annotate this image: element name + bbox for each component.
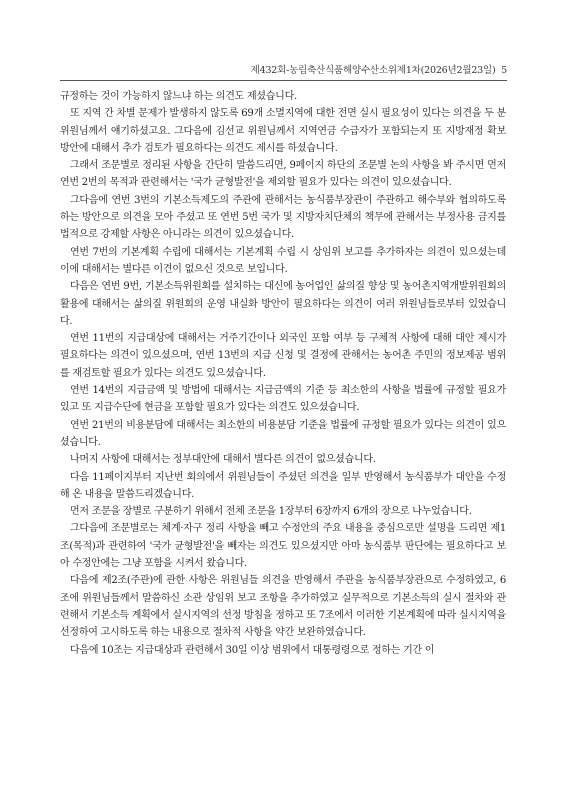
session-title: 제432회-농림축산식품해양수산소위제1차(2026년2월23일) xyxy=(250,65,496,76)
paragraph: 연번 14번의 지급금액 및 방법에 대해서는 지급금액의 기준 등 최소한의 사항을 법률에 규정할 필요가 있고 또 지급수단에 현금을 포함할 필요가 있다는 의견도 있으셨습니다. xyxy=(60,385,506,414)
paragraph: 규정하는 것이 가능하지 않느냐 하는 의견도 제셨습니다. xyxy=(60,91,297,102)
header-divider xyxy=(60,80,507,81)
paragraph: 먼저 조문을 장별로 구분하기 위해서 전체 조문을 1장부터 6장까지 6개의 장으로 나누었습니다. xyxy=(70,506,472,518)
paragraph: 다음에 제2조(주관)에 관한 사항은 위원님들 의견을 반영해서 주관을 농식품부장관으로 수정하였고, 6조에 위원님들께서 말씀하신 소관 상임위 보고 조항을 추가하였고 실무적으로 기본소득의 실시 절차와 관련해서 기본소득 계획에서 실시지역의 선정 방침을 정하고 또 7조에서 이러한 기본계획에 따라 실시지역을 선정하여 고시하도록 하는 내용으로 절차적 사항을 약간 보완하였습니다. xyxy=(60,575,506,639)
paragraph: 연번 7번의 기본계획 수립에 대해서는 기본계획 수립 시 상임위 보고를 추가하자는 의견이 있으셨는데 이에 대해서는 별다른 이견이 없으신 것으로 보입니다. xyxy=(60,246,506,275)
page-number: 5 xyxy=(501,65,507,76)
paragraph: 다음은 연번 9번, 기본소득위원회를 설치하는 대신에 농어업인 삶의질 향상 및 농어촌지역개발위원회의 활용에 대해서는 삶의질 위원회의 운영 내실화 방안이 필요하다는 의견이 여러 위원님들로부터 있었습니다. xyxy=(60,281,506,327)
paragraph: 그다음에 연번 3번의 기본소득제도의 주관에 관해서는 농식품부장관이 주관하고 해수부와 협의하도록 하는 방안으로 의견을 모아 주셨고 또 연번 5번 국가 및 지방자치단체의 책무에 관해서는 부정사용 금지를 법적으로 강제할 사항은 아니라는 의견이 있으셨습니다. xyxy=(60,194,506,241)
transcript-body xyxy=(60,88,506,659)
paragraph: 나머지 사항에 대해서는 정부대안에 대해서 별다른 의견이 없으셨습니다. xyxy=(70,454,376,466)
paragraph: 그다음에 조문별로는 체계·자구 정리 사항을 빼고 수정안의 주요 내용을 중심으로만 설명을 드리면 제1조(목적)과 관련하여 '국가 균형발전'을 빼자는 의견도 있으셨지만 아마 농식품부 판단에는 필요하다고 보아 수정안에는 그냥 포함을 시켜서 왔습니다. xyxy=(60,523,506,570)
paragraph: 연번 11번의 지급대상에 대해서는 거주기간이나 외국인 포함 여부 등 구체적 사항에 대해 대안 제시가 필요하다는 의견이 있으셨으며, 연번 13번의 지급 신청 및 결정에 관해서는 농어촌 주민의 정보제공 범위를 재검토할 필요가 있다는 의견도 있으셨습니다. xyxy=(60,333,506,379)
paragraph: 또 지역 간 차별 문제가 발생하지 않도록 69개 소멸지역에 대한 전면 실시 필요성이 있다는 의견을 두 분 위원님께서 얘기하셨고요. 그다음에 김선교 위원님께서 지역연금 수급자가 포함되는지 또 지방재정 확보 방안에 대해서 추가 검토가 필요하다는 의견도 제시를 하셨습니다. xyxy=(60,108,506,154)
paragraph: 다음 11페이지부터 지난번 회의에서 위원님들이 주셨던 의견을 일부 반영해서 농식품부가 대안을 수정해 온 내용을 말씀드리겠습니다. xyxy=(60,471,506,500)
paragraph: 연번 21번의 비용분담에 대해서는 최소한의 비용분담 기준을 법률에 규정할 필요가 있다는 의견이 있으셨습니다. xyxy=(60,419,506,448)
page-header xyxy=(251,62,507,76)
paragraph: 다음에 10조는 지급대상과 관련해서 30일 이상 범위에서 대통령령으로 정하는 기간 이 xyxy=(70,644,435,656)
paragraph: 그래서 조문별로 정리된 사항을 간단히 말씀드리면, 9페이지 하단의 조문별 논의 사항을 봐 주시면 먼저 연번 2번의 목적과 관련해서는 '국가 균형발전'을 제외할 필요가 있다는 의견이 있으셨습니다. xyxy=(60,160,506,189)
